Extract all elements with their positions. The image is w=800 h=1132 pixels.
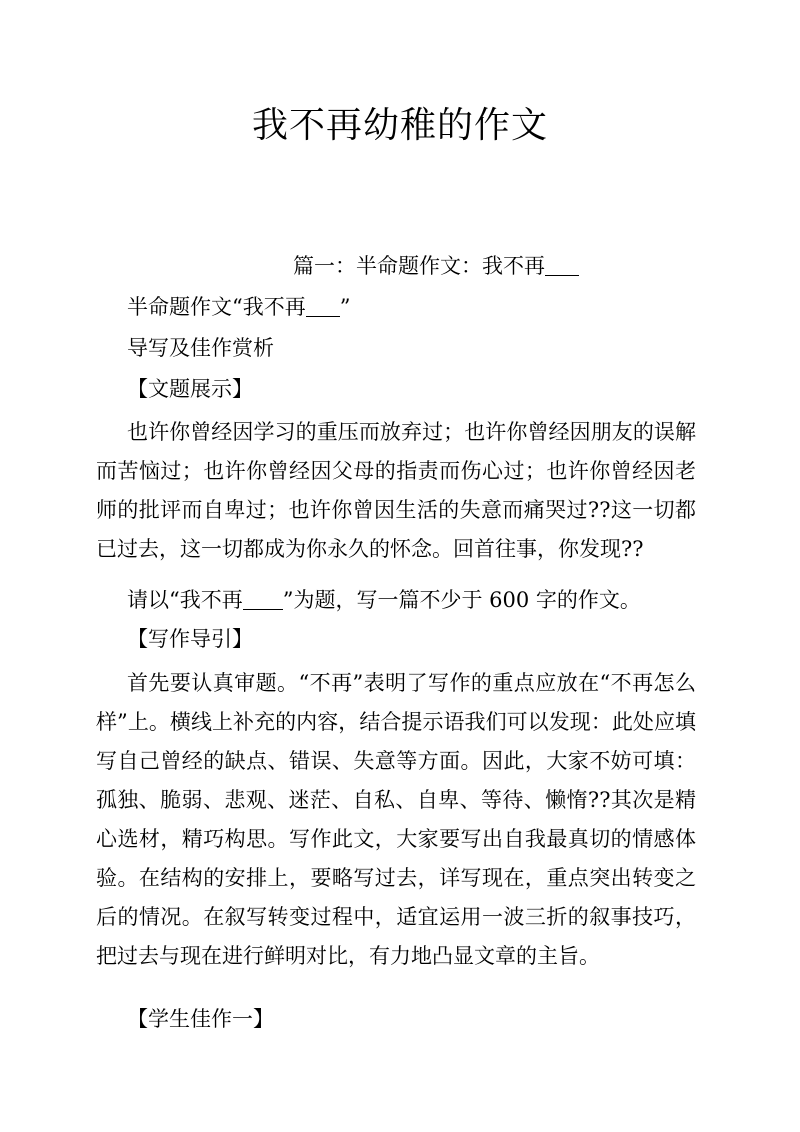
- subtitle-line: [293, 250, 579, 282]
- fill-blank: [306, 294, 340, 317]
- heading-text-b: ”: [339, 295, 351, 319]
- section-heading-student: 【学生佳作一】: [127, 1007, 274, 1031]
- document-title: 我不再幼稚的作文: [251, 105, 548, 146]
- heading-line-2: 导写及佳作赏析: [127, 336, 274, 360]
- prompt-line: [127, 584, 641, 616]
- fill-blank: [243, 587, 283, 610]
- prompt-text-a: 请以“我不再: [127, 588, 243, 612]
- subtitle-text: 篇一：半命题作文：我不再: [293, 254, 545, 278]
- fill-blank: [545, 253, 579, 276]
- section-heading-guide: 【写作导引】: [127, 627, 253, 651]
- section-heading-display: 【文题展示】: [127, 377, 253, 401]
- paragraph-guide: 首先要认真审题。“不再”表明了写作的重点应放在“不再怎么样”上。横线上补充的内容，结合提示语我们可以发现：此处应填写自己曾经的缺点、错误、失意等方面。因此，大家不妨可填：孤独、脆弱、悲观、迷茫、自私、自卑、等待、懒惰??其次是精心选材，精巧构思。写作此文，大家要写出自我最真切的情感体验。在结构的安排上，要略写过去，详写现在，重点突出转变之后的情况。在叙写转变过程中，适宜运用一波三折的叙事技巧，把过去与现在进行鲜明对比，有力地凸显文章的主旨。: [96, 671, 696, 968]
- prompt-text-b: ”为题，写一篇不少于 600 字的作文。: [282, 588, 641, 612]
- paragraph-display: 也许你曾经因学习的重压而放弃过；也许你曾经因朋友的误解而苦恼过；也许你曾经因父母的指责而伤心过；也许你曾经因老师的批评而自卑过；也许你曾因生活的失意而痛哭过??这一切都已过去，这一切都成为你永久的怀念。回首往事，你发现??: [96, 420, 696, 561]
- heading-line-1: [127, 291, 351, 323]
- heading-text-a: 半命题作文“我不再: [127, 295, 306, 319]
